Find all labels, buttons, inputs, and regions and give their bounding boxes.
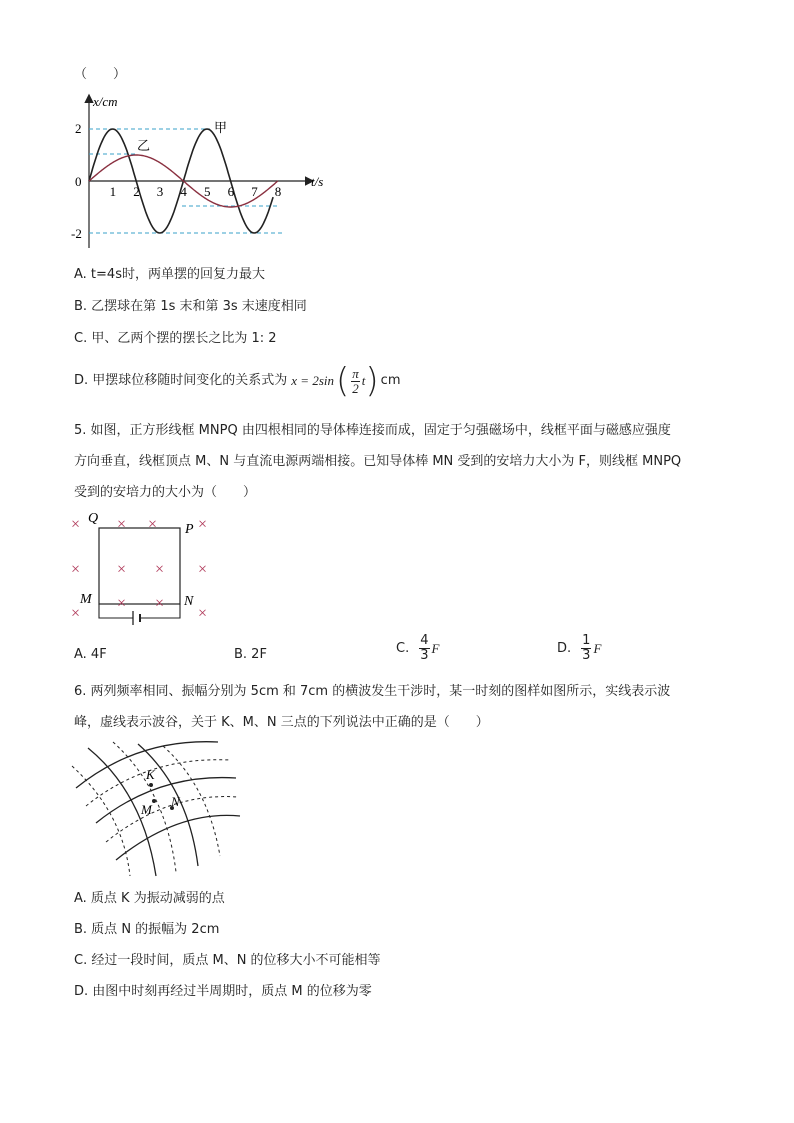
point-m bbox=[152, 799, 156, 803]
cross: × bbox=[198, 516, 208, 533]
x-axis-label: t/s bbox=[311, 174, 324, 189]
frac-num: π bbox=[352, 365, 359, 381]
q6-stem-line1: 6. 两列频率相同、振幅分别为 5cm 和 7cm 的横波发生干涉时，某一时刻的图样如图所示，实线表示波 bbox=[74, 684, 671, 699]
q6-interference-figure bbox=[68, 738, 243, 878]
point-n-label: N bbox=[171, 794, 180, 809]
q5-option-d[interactable] bbox=[557, 634, 601, 663]
q5-option-a[interactable]: A. 4F bbox=[74, 647, 107, 662]
cross: × bbox=[71, 516, 81, 533]
cross: × bbox=[71, 561, 81, 578]
q5-square-frame-figure bbox=[66, 508, 226, 628]
x-tick-label: 6 bbox=[227, 184, 235, 199]
cross: × bbox=[155, 595, 165, 612]
q4-option-b[interactable]: B. 乙摆球在第 1s 末和第 3s 末速度相同 bbox=[74, 299, 307, 314]
paren-left: ( bbox=[336, 361, 350, 401]
x-tick-label: 7 bbox=[251, 184, 258, 199]
y-tick-neg2: -2 bbox=[71, 226, 82, 241]
frac-num: 1 bbox=[582, 633, 591, 648]
paren-right: ) bbox=[365, 361, 379, 401]
vertex-p-label: P bbox=[185, 522, 194, 537]
frac-den: 2 bbox=[352, 380, 359, 396]
q5-stem-line2: 方向垂直，线框顶点 M、N 与直流电源两端相接。已知导体棒 MN 受到的安培力大小为 F，则线框 MNPQ bbox=[74, 454, 682, 469]
q5-option-b[interactable]: B. 2F bbox=[234, 647, 267, 662]
point-k bbox=[149, 783, 153, 787]
label-yi: 乙 bbox=[137, 138, 151, 153]
q4-option-d-fraction bbox=[351, 367, 360, 396]
q4-answer-paren: （ ） bbox=[74, 67, 127, 82]
crest-line bbox=[116, 815, 240, 860]
cross: × bbox=[71, 605, 81, 622]
cross: × bbox=[117, 595, 127, 612]
q4-option-a[interactable]: A. t=4s时，两单摆的回复力最大 bbox=[74, 267, 265, 282]
cross: × bbox=[148, 516, 158, 533]
y-tick-0: 0 bbox=[75, 174, 82, 189]
frac-den: 3 bbox=[420, 648, 429, 663]
cross: × bbox=[155, 561, 165, 578]
q6-option-c[interactable]: C. 经过一段时间，质点 M、N 的位移大小不可能相等 bbox=[74, 953, 381, 968]
q5-option-c-f: F bbox=[431, 640, 440, 656]
point-m-label: M bbox=[141, 802, 152, 817]
q5-option-d-f: F bbox=[593, 640, 602, 656]
frac-den: 3 bbox=[582, 648, 591, 663]
y-axis-label: x/cm bbox=[93, 94, 118, 109]
q4-option-c[interactable]: C. 甲、乙两个摆的摆长之比为 1: 2 bbox=[74, 331, 277, 346]
q5-option-d-label: D. bbox=[557, 640, 572, 656]
q5-option-c-label: C. bbox=[396, 640, 410, 656]
q5-option-c[interactable] bbox=[396, 634, 439, 663]
q6-option-a[interactable]: A. 质点 K 为振动减弱的点 bbox=[74, 891, 225, 906]
q5-stem-line3: 受到的安培力的大小为（ ） bbox=[74, 485, 257, 500]
q4-option-d-lhs: x = 2sin bbox=[291, 373, 334, 388]
q6-option-d[interactable]: D. 由图中时刻再经过半周期时，质点 M 的位移为零 bbox=[74, 984, 372, 999]
x-tick-label: 5 bbox=[204, 184, 211, 199]
x-tick-label: 2 bbox=[133, 184, 140, 199]
frac-num: 4 bbox=[420, 633, 429, 648]
q4-shm-graph bbox=[60, 88, 350, 253]
vertex-q-label: Q bbox=[88, 511, 99, 526]
vertex-n-label: N bbox=[184, 594, 194, 609]
q5-stem-line1: 5. 如图，正方形线框 MNPQ 由四根相同的导体棒连接而成，固定于匀强磁场中，线框平面与磁感应强度 bbox=[74, 423, 671, 438]
x-tick-label: 3 bbox=[156, 184, 164, 199]
q5-option-c-fraction bbox=[419, 634, 429, 663]
q4-option-d-unit: cm bbox=[380, 373, 401, 388]
q4-option-d-text: D. 甲摆球位移随时间变化的关系式为 bbox=[74, 373, 288, 388]
x-tick-label: 1 bbox=[109, 184, 117, 199]
x-tick-label: 8 bbox=[274, 184, 282, 199]
q5-option-d-fraction bbox=[581, 634, 591, 663]
q6-stem-line2: 峰，虚线表示波谷，关于 K、M、N 三点的下列说法中正确的是（ ） bbox=[74, 715, 489, 730]
q4-option-d-t: t bbox=[361, 373, 366, 388]
q6-option-b[interactable]: B. 质点 N 的振幅为 2cm bbox=[74, 922, 220, 937]
cross: × bbox=[198, 605, 208, 622]
x-tick-label: 4 bbox=[180, 184, 187, 199]
y-tick-2: 2 bbox=[75, 121, 82, 136]
label-jia: 甲 bbox=[214, 120, 228, 135]
square-frame bbox=[99, 528, 180, 604]
cross: × bbox=[117, 561, 127, 578]
cross: × bbox=[117, 516, 127, 533]
point-k-label: K bbox=[146, 767, 155, 782]
q4-option-d[interactable] bbox=[74, 361, 401, 401]
vertex-m-label: M bbox=[80, 592, 92, 607]
cross: × bbox=[198, 561, 208, 578]
